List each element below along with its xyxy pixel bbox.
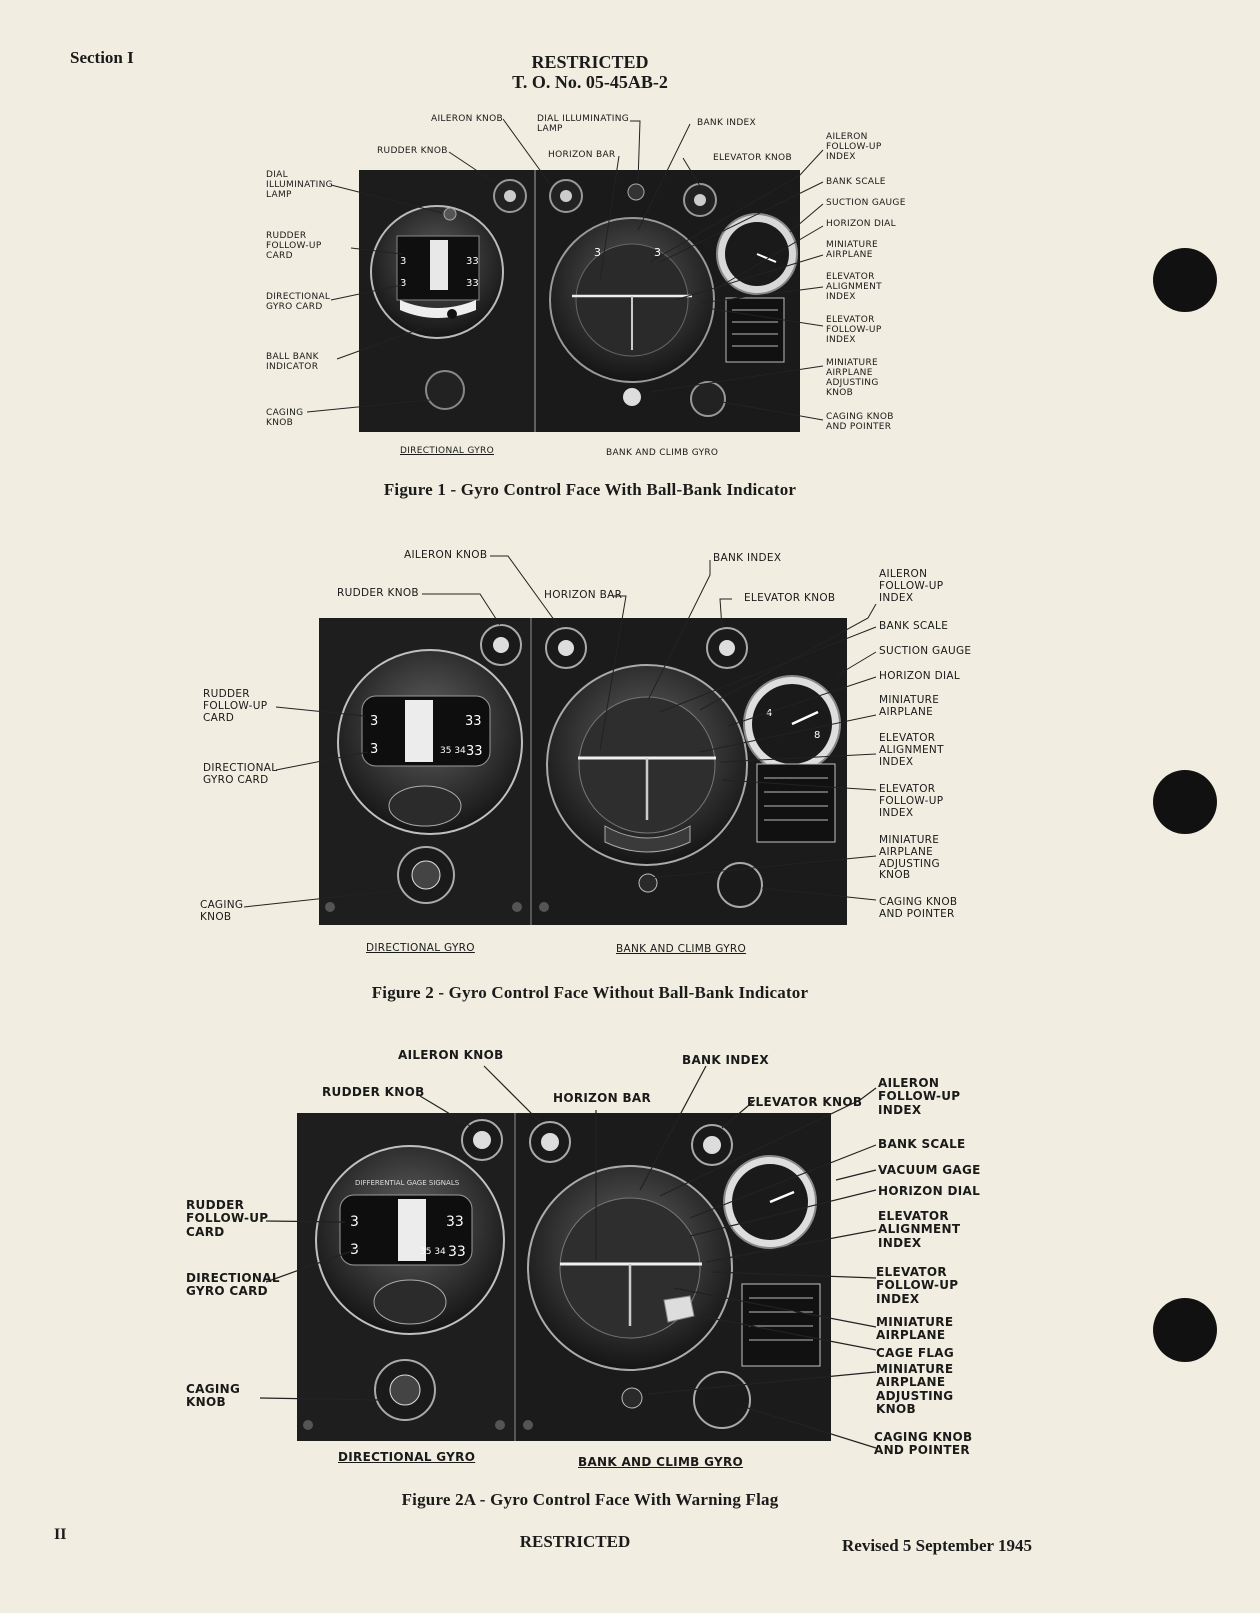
label-bank-scale: BANK SCALE xyxy=(878,1137,966,1151)
label-rudder-knob: RUDDER KNOB xyxy=(322,1085,425,1099)
label-elevator-alignment-index: ELEVATOR ALIGNMENT INDEX xyxy=(826,272,882,303)
svg-text:3: 3 xyxy=(400,278,407,289)
label-caging-knob-and-pointer: CAGING KNOB AND POINTER xyxy=(826,412,894,433)
label-caging-knob: CAGING KNOB xyxy=(266,408,304,429)
section-label: Section I xyxy=(70,48,134,67)
label-directional-gyro-card: DIRECTIONAL GYRO CARD xyxy=(186,1271,280,1299)
svg-text:33: 33 xyxy=(466,278,479,289)
label-miniature-airplane-adjusting-knob: MINIATURE AIRPLANE ADJUSTING KNOB xyxy=(879,834,940,882)
label-horizon-dial: HORIZON DIAL xyxy=(878,1184,981,1198)
caging-knob-icon xyxy=(694,1372,750,1428)
label-elevator-knob: ELEVATOR KNOB xyxy=(747,1095,863,1109)
label-elevator-alignment-index: ELEVATOR ALIGNMENT INDEX xyxy=(879,732,944,768)
label-elevator-knob: ELEVATOR KNOB xyxy=(744,592,836,604)
svg-text:3: 3 xyxy=(400,256,407,267)
figure-2-caption: Figure 2 - Gyro Control Face Without Ball-Bank Indicator xyxy=(371,983,809,1002)
label-aileron-follow-up-index: AILERON FOLLOW-UP INDEX xyxy=(826,132,882,163)
svg-text:33: 33 xyxy=(448,1244,466,1260)
svg-text:3: 3 xyxy=(370,714,379,729)
page-number: II xyxy=(54,1526,67,1543)
label-aileron-knob: AILERON KNOB xyxy=(398,1048,504,1062)
label-bank-scale: BANK SCALE xyxy=(826,177,886,187)
label-bank-scale: BANK SCALE xyxy=(879,620,949,632)
label-rudder-follow-up-card: RUDDER FOLLOW-UP CARD xyxy=(203,688,268,724)
label-horizon-dial: HORIZON DIAL xyxy=(826,219,896,229)
label-directional-gyro-card: DIRECTIONAL GYRO CARD xyxy=(203,762,278,786)
label-rudder-knob: RUDDER KNOB xyxy=(337,587,419,599)
svg-text:33: 33 xyxy=(466,256,479,267)
label-directional-gyro: DIRECTIONAL GYRO xyxy=(338,1450,476,1464)
svg-text:4: 4 xyxy=(766,708,773,719)
label-aileron-follow-up-index: AILERON FOLLOW-UP INDEX xyxy=(878,1076,961,1117)
label-miniature-airplane: MINIATURE AIRPLANE xyxy=(826,240,878,261)
label-rudder-follow-up-card: RUDDER FOLLOW-UP CARD xyxy=(266,231,322,262)
svg-text:33: 33 xyxy=(465,714,482,729)
svg-text:3: 3 xyxy=(350,1242,359,1258)
label-horizon-bar: HORIZON BAR xyxy=(553,1091,652,1105)
figure-2a-caption: Figure 2A - Gyro Control Face With Warning Flag xyxy=(401,1490,779,1509)
svg-text:8: 8 xyxy=(814,730,821,741)
svg-text:33: 33 xyxy=(466,744,483,759)
svg-text:3: 3 xyxy=(654,246,661,259)
label-suction-gauge: SUCTION GAUGE xyxy=(879,645,972,657)
label-directional-gyro-card: DIRECTIONAL GYRO CARD xyxy=(266,292,331,313)
label-dial-illuminating-lamp: DIAL ILLUMINATING LAMP xyxy=(537,114,630,135)
label-bank-index: BANK INDEX xyxy=(697,118,756,128)
svg-text:35 34: 35 34 xyxy=(440,746,466,756)
label-aileron-knob: AILERON KNOB xyxy=(404,549,488,561)
label-bank-and-climb-gyro: BANK AND CLIMB GYRO xyxy=(606,448,719,458)
label-elevator-follow-up-index: ELEVATOR FOLLOW-UP INDEX xyxy=(879,783,944,819)
label-vacuum-gage: VACUUM GAGE xyxy=(878,1163,981,1177)
revision-date: Revised 5 September 1945 xyxy=(842,1536,1032,1555)
label-elevator-knob: ELEVATOR KNOB xyxy=(713,153,792,163)
label-rudder-follow-up-card: RUDDER FOLLOW-UP CARD xyxy=(186,1198,269,1239)
label-miniature-airplane: MINIATURE AIRPLANE xyxy=(876,1315,954,1343)
label-bank-and-climb-gyro: BANK AND CLIMB GYRO xyxy=(578,1455,744,1469)
svg-text:33: 33 xyxy=(446,1214,464,1230)
label-cage-flag: CAGE FLAG xyxy=(876,1346,954,1360)
label-rudder-knob: RUDDER KNOB xyxy=(377,146,448,156)
label-bank-and-climb-gyro: BANK AND CLIMB GYRO xyxy=(616,943,747,955)
label-suction-gauge: SUCTION GAUGE xyxy=(826,198,906,208)
instruction-plate xyxy=(742,1284,820,1366)
label-caging-knob: CAGING KNOB xyxy=(186,1382,241,1410)
label-elevator-follow-up-index: ELEVATOR FOLLOW-UP INDEX xyxy=(826,315,882,346)
label-directional-gyro: DIRECTIONAL GYRO xyxy=(400,446,494,456)
svg-text:3: 3 xyxy=(370,742,379,757)
svg-text:3: 3 xyxy=(594,246,601,259)
label-ball-bank-indicator: BALL BANK INDICATOR xyxy=(266,352,319,373)
label-bank-index: BANK INDEX xyxy=(713,552,782,564)
adjusting-knob-icon xyxy=(622,1388,642,1408)
label-aileron-follow-up-index: AILERON FOLLOW-UP INDEX xyxy=(879,568,944,604)
svg-text:35 34: 35 34 xyxy=(420,1247,446,1257)
label-bank-index: BANK INDEX xyxy=(682,1053,769,1067)
label-caging-knob: CAGING KNOB xyxy=(200,899,244,923)
svg-text:3: 3 xyxy=(350,1214,359,1230)
label-caging-knob-and-pointer: CAGING KNOB AND POINTER xyxy=(879,896,958,920)
order-number: T. O. No. 05-45AB-2 xyxy=(512,72,668,92)
classification-header: RESTRICTED xyxy=(531,52,649,72)
figure-1-caption: Figure 1 - Gyro Control Face With Ball-Bank Indicator xyxy=(383,480,797,499)
label-directional-gyro: DIRECTIONAL GYRO xyxy=(366,942,475,954)
label-dial-illuminating-lamp: DIAL ILLUMINATING LAMP xyxy=(266,170,333,201)
svg-text:DIFFERENTIAL GAGE SIGNALS: DIFFERENTIAL GAGE SIGNALS xyxy=(355,1179,460,1187)
label-horizon-bar: HORIZON BAR xyxy=(548,150,616,160)
label-miniature-airplane-adjusting-knob: MINIATURE AIRPLANE ADJUSTING KNOB xyxy=(876,1362,954,1417)
label-horizon-dial: HORIZON DIAL xyxy=(879,670,961,682)
label-miniature-airplane: MINIATURE AIRPLANE xyxy=(879,694,940,718)
label-elevator-alignment-index: ELEVATOR ALIGNMENT INDEX xyxy=(878,1209,961,1250)
label-aileron-knob: AILERON KNOB xyxy=(431,114,503,124)
label-miniature-airplane-adjusting-knob: MINIATURE AIRPLANE ADJUSTING KNOB xyxy=(826,358,879,399)
label-horizon-bar: HORIZON BAR xyxy=(544,589,623,601)
classification-footer: RESTRICTED xyxy=(519,1532,631,1551)
label-caging-knob-and-pointer: CAGING KNOB AND POINTER xyxy=(874,1430,973,1458)
label-elevator-follow-up-index: ELEVATOR FOLLOW-UP INDEX xyxy=(876,1265,959,1306)
